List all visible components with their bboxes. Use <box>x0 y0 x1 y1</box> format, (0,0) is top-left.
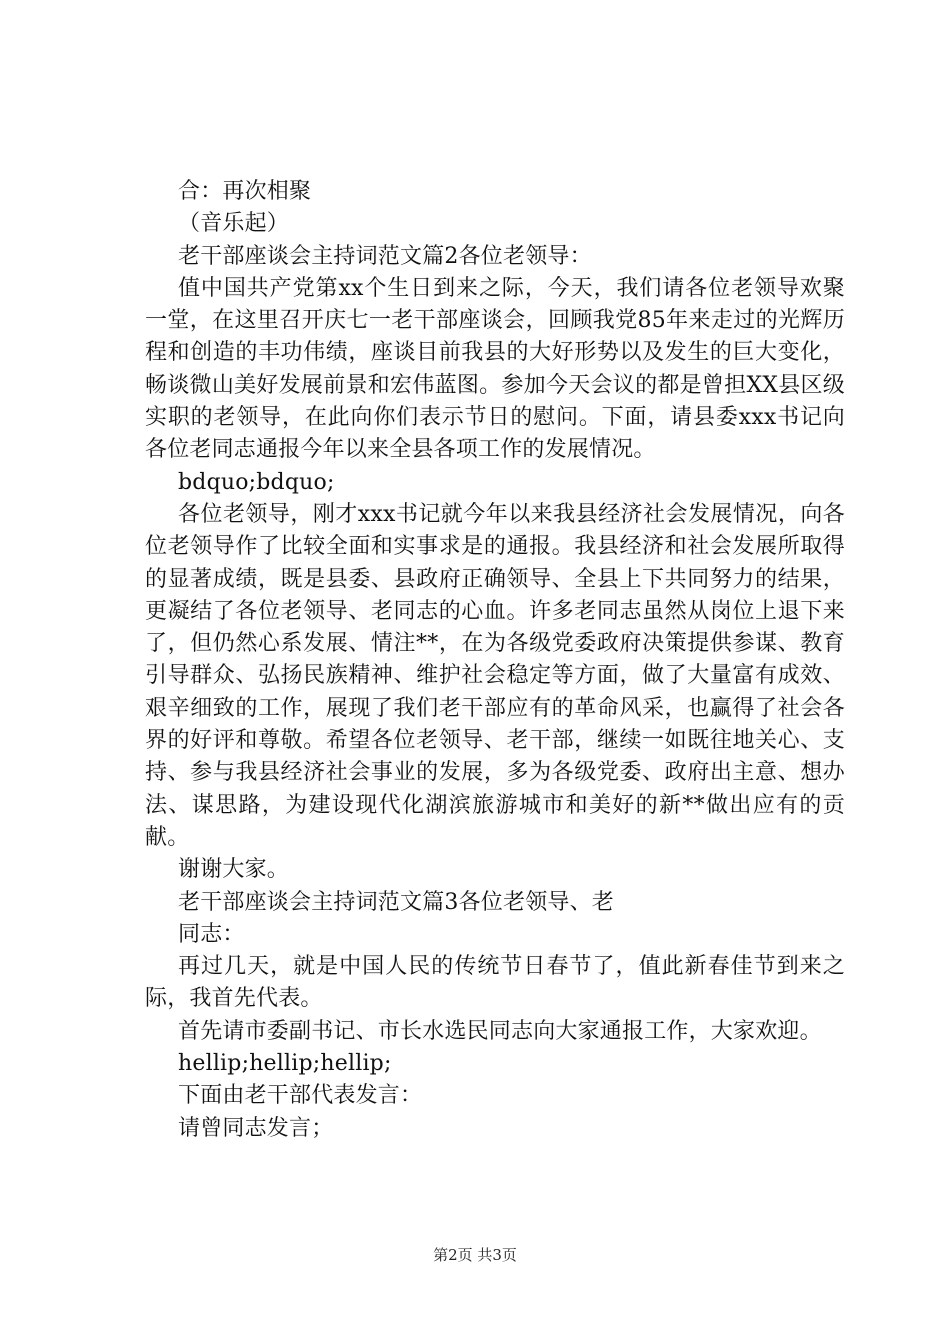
paragraph: 老干部座谈会主持词范文篇3各位老领导、老 <box>178 889 614 915</box>
paragraph: 同志： <box>178 921 245 947</box>
paragraph: 首先请市委副书记、市长水选民同志向大家通报工作，大家欢迎。 <box>178 1018 822 1044</box>
paragraph: 再过几天，就是中国人民的传统节日春节了，值此新春佳节到来之际，我首先代表。 <box>145 954 845 1012</box>
paragraph: 老干部座谈会主持词范文篇2各位老领导： <box>178 243 592 269</box>
page-number-footer: 第2页 共3页 <box>433 1246 517 1264</box>
paragraph: hellip;hellip;hellip; <box>178 1051 392 1077</box>
paragraph: （音乐起） <box>178 211 290 237</box>
paragraph: 请曾同志发言； <box>178 1115 334 1141</box>
document-body <box>145 176 845 1145</box>
paragraph: 各位老领导，刚才xxx书记就今年以来我县经济社会发展情况，向各位老领导作了比较全面和实事求是的通报。我县经济和社会发展所取得的显著成绩，既是县委、县政府正确领导、全县上下共同努力的结果，更凝结了各位老领导、老同志的心血。许多老同志虽然从岗位上退下来了，但仍然心系发展、情注**，在为各级党委政府决策提供参谋、教育引导群众、弘扬民族精神、维护社会稳定等方面，做了大量富有成效、艰辛细致的工作，展现了我们老干部应有的革命风采，也赢得了社会各界的好评和尊敬。希望各位老领导、老干部，继续一如既往地关心、支持、参与我县经济社会事业的发展，多为各级党委、政府出主意、想办法、谋思路，为建设现代化湖滨旅游城市和美好的新**做出应有的贡献。 <box>145 501 845 850</box>
paragraph: 值中国共产党第xx个生日到来之际，今天，我们请各位老领导欢聚一堂，在这里召开庆七一老干部座谈会，回顾我党85年来走过的光辉历程和创造的丰功伟绩，座谈目前我县的大好形势以及发生的巨大变化，畅谈微山美好发展前景和宏伟蓝图。参加今天会议的都是曾担XX县区级实职的老领导，在此向你们表示节日的慰问。下面，请县委xxx书记向各位老同志通报今年以来全县各项工作的发展情况。 <box>145 275 845 463</box>
paragraph: bdquo;bdquo; <box>178 469 335 495</box>
paragraph: 合：再次相聚 <box>178 179 312 204</box>
paragraph: 谢谢大家。 <box>178 857 290 883</box>
paragraph: 下面由老干部代表发言： <box>178 1083 423 1109</box>
